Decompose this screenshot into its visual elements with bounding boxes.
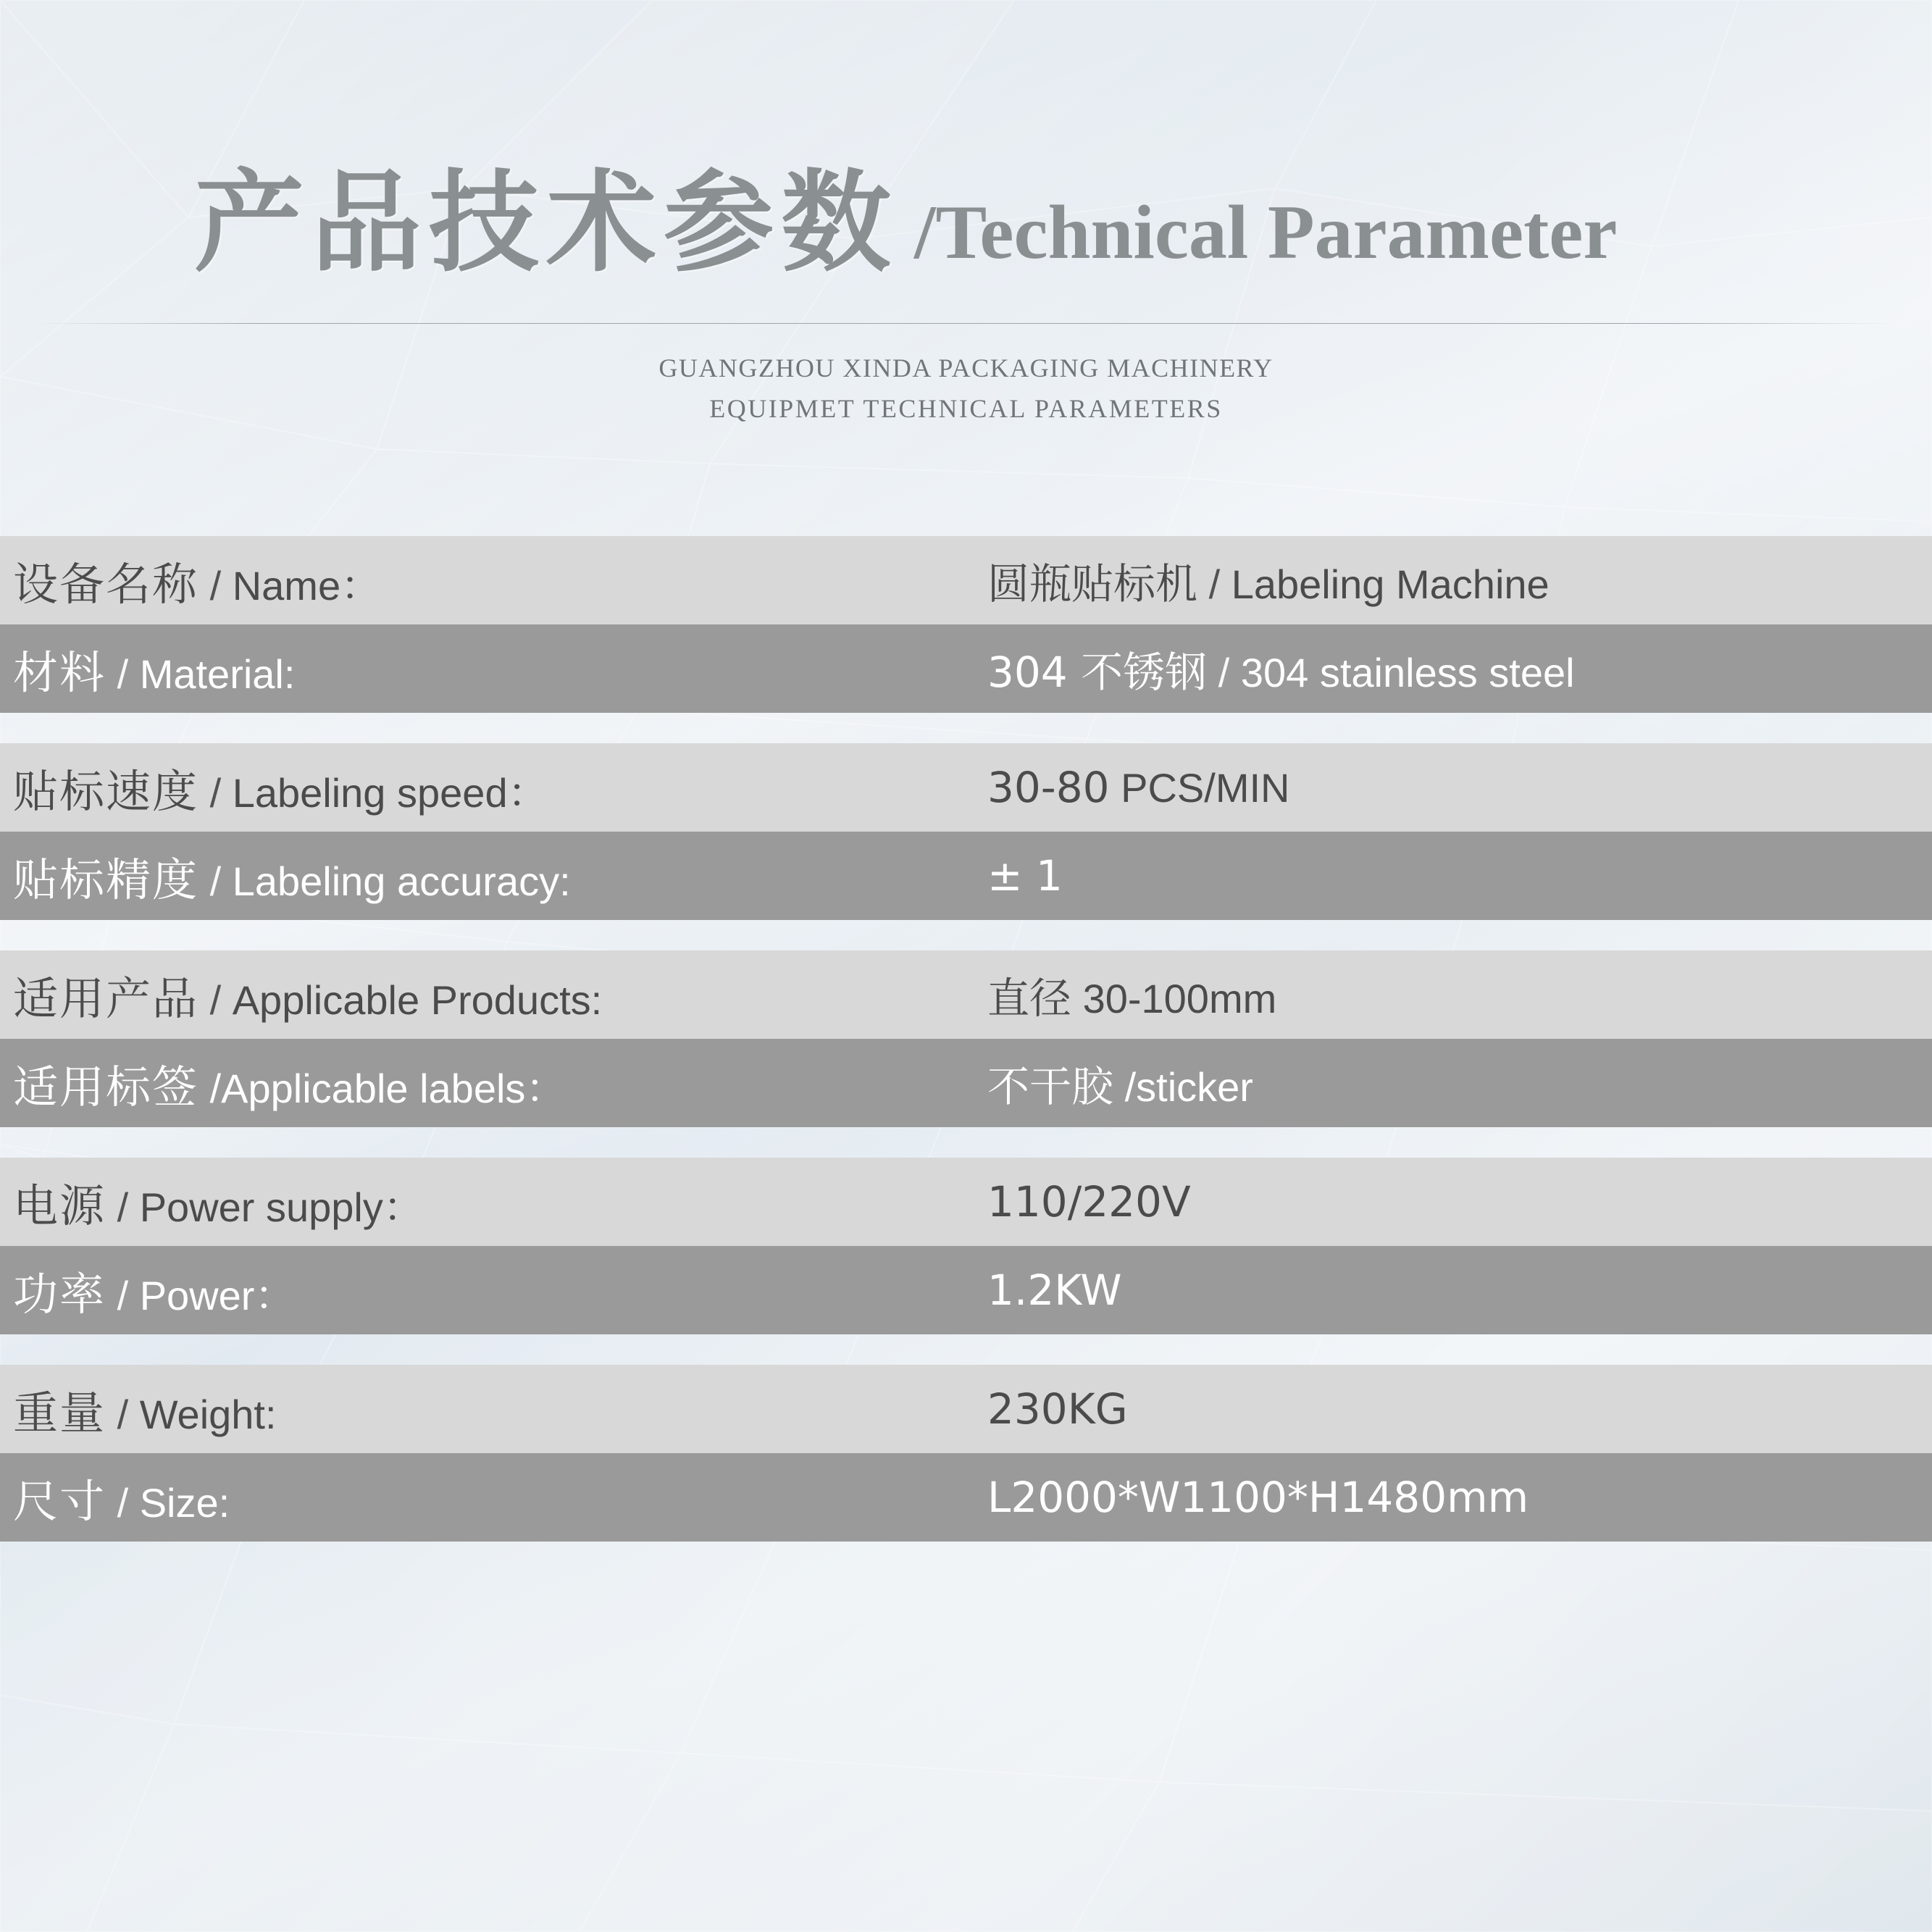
spec-value-separator: / <box>1197 561 1231 607</box>
spec-value-separator <box>1110 765 1121 811</box>
spec-value-en: /sticker <box>1124 1064 1253 1110</box>
spec-value <box>987 964 1932 1025</box>
spec-label-cn: 适用产品 <box>13 971 199 1025</box>
spec-label-separator: / <box>106 1391 140 1437</box>
spec-label-en: /Applicable labels： <box>209 1065 566 1111</box>
spec-label-en: Power supply： <box>139 1184 424 1230</box>
spec-value <box>987 1266 1932 1315</box>
spec-row <box>0 743 1932 832</box>
spec-value-separator: / <box>1207 650 1241 695</box>
company-subtitle <box>0 348 1932 430</box>
spec-row <box>0 1365 1932 1453</box>
spec-value-cn: 230KG <box>987 1384 1128 1434</box>
spec-label-cn: 适用标签 <box>13 1060 199 1113</box>
spec-label <box>13 548 987 613</box>
spec-label-cn: 设备名称 <box>13 557 199 611</box>
spec-label <box>13 1258 987 1323</box>
page-header <box>0 0 1932 430</box>
spec-row <box>0 1246 1932 1334</box>
spec-value <box>987 1177 1932 1226</box>
spec-label-en: Size: <box>139 1479 230 1526</box>
spec-row <box>0 624 1932 713</box>
spec-value-cn: 30-80 <box>987 763 1110 812</box>
spec-row <box>0 832 1932 920</box>
spec-row <box>0 1039 1932 1127</box>
spec-label-cn: 重量 <box>13 1386 106 1439</box>
spec-value <box>987 1384 1932 1434</box>
subtitle-line-1: GUANGZHOU XINDA PACKAGING MACHINERY <box>658 354 1274 382</box>
spec-value-cn: 110/220V <box>987 1177 1191 1226</box>
spec-label-cn: 电源 <box>13 1179 106 1232</box>
page-title-en: /Technical Parameter <box>914 190 1618 275</box>
spec-label-separator: / <box>198 858 233 904</box>
spec-label-separator: / <box>106 1184 140 1230</box>
spec-row <box>0 1453 1932 1542</box>
spec-label-en: Applicable Products: <box>232 977 603 1023</box>
spec-value-cn: 1.2KW <box>987 1266 1122 1315</box>
title-row <box>0 0 1932 287</box>
spec-group <box>0 1365 1932 1542</box>
spec-row <box>0 950 1932 1039</box>
spec-label-en: Power： <box>139 1272 296 1318</box>
subtitle-line-2: EQUIPMET TECHNICAL PARAMETERS <box>709 393 1223 423</box>
spec-label-cn: 材料 <box>13 645 106 699</box>
spec-value-cn: ± 1 <box>987 851 1063 900</box>
spec-value <box>987 1473 1932 1522</box>
spec-value <box>987 1053 1932 1113</box>
spec-row <box>0 1158 1932 1246</box>
spec-value-cn: L2000*W1100*H1480mm <box>987 1473 1529 1522</box>
spec-value-cn: 不干胶 <box>987 1062 1114 1111</box>
spec-label-en: Material: <box>139 651 296 697</box>
spec-label-separator: / <box>198 977 233 1023</box>
page-title-cn: 产品技术参数 <box>194 159 898 287</box>
spec-value-cn: 圆瓶贴标机 <box>987 559 1198 609</box>
spec-label-cn: 尺寸 <box>13 1474 106 1528</box>
spec-value-en: 304 stainless steel <box>1240 650 1575 695</box>
spec-label-cn: 贴标精度 <box>13 853 199 906</box>
spec-label-separator: / <box>106 1272 140 1318</box>
spec-label-separator: / <box>198 769 233 816</box>
spec-label-en: Labeling speed： <box>232 769 548 816</box>
spec-label <box>13 963 987 1027</box>
spec-value-en: Labeling Machine <box>1231 561 1550 607</box>
spec-value <box>987 851 1932 900</box>
spec-label-en: Name： <box>232 562 382 609</box>
spec-label-separator: / <box>106 651 140 697</box>
specification-table <box>0 536 1932 1542</box>
spec-value-en: 30-100mm <box>1082 976 1277 1021</box>
spec-group <box>0 743 1932 920</box>
spec-value-cn: 304 不锈钢 <box>987 648 1208 697</box>
spec-label <box>13 1170 987 1234</box>
spec-label-separator: / <box>198 562 233 609</box>
spec-label <box>13 1377 987 1442</box>
spec-value-separator <box>1071 976 1083 1021</box>
spec-label-cn: 功率 <box>13 1267 106 1321</box>
spec-value-cn: 直径 <box>987 974 1072 1023</box>
spec-label-separator: / <box>106 1479 140 1526</box>
header-divider <box>36 323 1896 324</box>
spec-label <box>13 1051 987 1116</box>
spec-value <box>987 550 1932 611</box>
spec-value-en: PCS/MIN <box>1121 765 1290 811</box>
spec-value <box>987 638 1932 699</box>
spec-value-separator <box>1113 1064 1125 1110</box>
spec-label-en: Weight: <box>139 1391 277 1437</box>
spec-row <box>0 536 1932 624</box>
spec-group <box>0 1158 1932 1334</box>
spec-label-cn: 贴标速度 <box>13 764 199 818</box>
spec-label <box>13 1465 987 1530</box>
spec-label <box>13 637 987 701</box>
spec-label-en: Labeling accuracy: <box>232 858 571 904</box>
spec-value <box>987 763 1932 812</box>
spec-group <box>0 536 1932 713</box>
spec-group <box>0 950 1932 1127</box>
spec-label <box>13 756 987 820</box>
spec-label <box>13 844 987 908</box>
spec-label-separator <box>198 1066 210 1111</box>
